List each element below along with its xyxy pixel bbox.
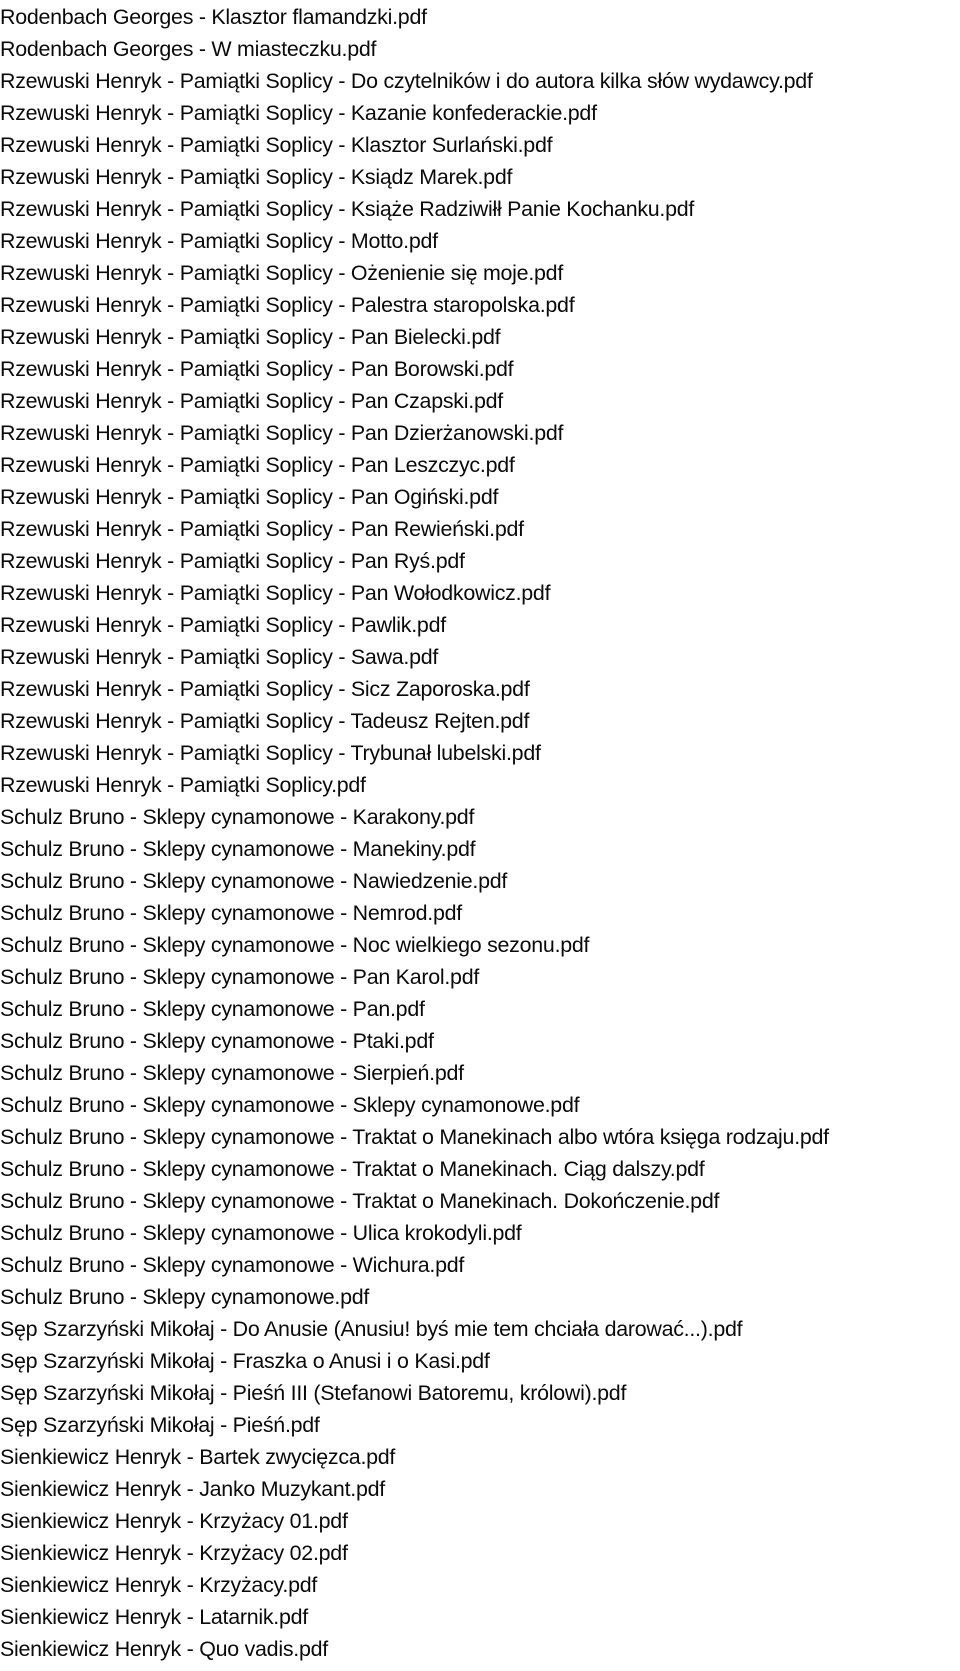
file-list-item[interactable]: Rzewuski Henryk - Pamiątki Soplicy - Tadeusz Rejten.pdf xyxy=(0,709,530,733)
file-list-item[interactable]: Rzewuski Henryk - Pamiątki Soplicy - Pan Czapski.pdf xyxy=(0,389,503,413)
file-list-item[interactable]: Rzewuski Henryk - Pamiątki Soplicy - Pan Borowski.pdf xyxy=(0,357,514,381)
file-list-item[interactable]: Rodenbach Georges - W miasteczku.pdf xyxy=(0,37,377,61)
file-list-item[interactable]: Rzewuski Henryk - Pamiątki Soplicy - Sicz Zaporoska.pdf xyxy=(0,677,530,701)
file-list-item[interactable]: Rzewuski Henryk - Pamiątki Soplicy - Pan Bielecki.pdf xyxy=(0,325,501,349)
file-list-item[interactable]: Rzewuski Henryk - Pamiątki Soplicy - Pan Dzierżanowski.pdf xyxy=(0,421,564,445)
file-list-item[interactable]: Sienkiewicz Henryk - Quo vadis.pdf xyxy=(0,1637,328,1661)
file-list-item[interactable]: Schulz Bruno - Sklepy cynamonowe - Nawiedzenie.pdf xyxy=(0,869,508,893)
file-list-item[interactable]: Sęp Szarzyński Mikołaj - Pieśń.pdf xyxy=(0,1413,320,1437)
file-list-item[interactable]: Schulz Bruno - Sklepy cynamonowe - Ptaki.pdf xyxy=(0,1029,434,1053)
file-list-item[interactable]: Rzewuski Henryk - Pamiątki Soplicy - Do czytelników i do autora kilka słów wydawcy.pdf xyxy=(0,69,813,93)
file-list-item[interactable]: Sęp Szarzyński Mikołaj - Fraszka o Anusi i o Kasi.pdf xyxy=(0,1349,490,1373)
file-list-item[interactable]: Schulz Bruno - Sklepy cynamonowe - Noc wielkiego sezonu.pdf xyxy=(0,933,590,957)
file-list-item[interactable]: Rzewuski Henryk - Pamiątki Soplicy - Ożenienie się moje.pdf xyxy=(0,261,564,285)
file-list-item[interactable]: Schulz Bruno - Sklepy cynamonowe - Nemrod.pdf xyxy=(0,901,462,925)
file-list-item[interactable]: Schulz Bruno - Sklepy cynamonowe - Manekiny.pdf xyxy=(0,837,476,861)
file-list-item[interactable]: Schulz Bruno - Sklepy cynamonowe - Wichura.pdf xyxy=(0,1253,465,1277)
file-list-item[interactable]: Rzewuski Henryk - Pamiątki Soplicy - Pan Ogiński.pdf xyxy=(0,485,499,509)
file-list-item[interactable]: Rzewuski Henryk - Pamiątki Soplicy - Ksiądz Marek.pdf xyxy=(0,165,513,189)
file-list-item[interactable]: Rzewuski Henryk - Pamiątki Soplicy - Motto.pdf xyxy=(0,229,438,253)
file-list-item[interactable]: Schulz Bruno - Sklepy cynamonowe - Traktat o Manekinach. Ciąg dalszy.pdf xyxy=(0,1157,705,1181)
file-list-item[interactable]: Schulz Bruno - Sklepy cynamonowe - Karakony.pdf xyxy=(0,805,475,829)
file-list-item[interactable]: Rzewuski Henryk - Pamiątki Soplicy - Kazanie konfederackie.pdf xyxy=(0,101,597,125)
file-list xyxy=(0,1,960,1665)
file-list-item[interactable]: Rodenbach Georges - Klasztor flamandzki.pdf xyxy=(0,5,427,29)
file-list-item[interactable]: Sęp Szarzyński Mikołaj - Pieśń III (Stefanowi Batoremu, królowi).pdf xyxy=(0,1381,627,1405)
file-list-item[interactable]: Rzewuski Henryk - Pamiątki Soplicy - Pawlik.pdf xyxy=(0,613,446,637)
file-list-item[interactable]: Sienkiewicz Henryk - Krzyżacy 02.pdf xyxy=(0,1541,348,1565)
file-list-item[interactable]: Schulz Bruno - Sklepy cynamonowe - Sierpień.pdf xyxy=(0,1061,464,1085)
file-list-item[interactable]: Schulz Bruno - Sklepy cynamonowe - Traktat o Manekinach albo wtóra księga rodzaju.pdf xyxy=(0,1125,829,1149)
file-list-item[interactable]: Sienkiewicz Henryk - Krzyżacy 01.pdf xyxy=(0,1509,348,1533)
file-list-item[interactable]: Rzewuski Henryk - Pamiątki Soplicy - Pan Wołodkowicz.pdf xyxy=(0,581,551,605)
file-list-item[interactable]: Sienkiewicz Henryk - Bartek zwycięzca.pdf xyxy=(0,1445,396,1469)
file-list-item[interactable]: Rzewuski Henryk - Pamiątki Soplicy - Pan Rewieński.pdf xyxy=(0,517,524,541)
file-list-item[interactable]: Schulz Bruno - Sklepy cynamonowe - Ulica krokodyli.pdf xyxy=(0,1221,522,1245)
file-list-item[interactable]: Rzewuski Henryk - Pamiątki Soplicy - Trybunał lubelski.pdf xyxy=(0,741,541,765)
file-list-item[interactable]: Schulz Bruno - Sklepy cynamonowe - Traktat o Manekinach. Dokończenie.pdf xyxy=(0,1189,720,1213)
file-list-item[interactable]: Sęp Szarzyński Mikołaj - Do Anusie (Anusiu! byś mie tem chciała darować...).pdf xyxy=(0,1317,743,1341)
file-list-item[interactable]: Rzewuski Henryk - Pamiątki Soplicy - Pan Ryś.pdf xyxy=(0,549,465,573)
file-list-item[interactable]: Sienkiewicz Henryk - Janko Muzykant.pdf xyxy=(0,1477,385,1501)
file-list-item[interactable]: Sienkiewicz Henryk - Krzyżacy.pdf xyxy=(0,1573,318,1597)
file-list-item[interactable]: Rzewuski Henryk - Pamiątki Soplicy - Książe Radziwiłł Panie Kochanku.pdf xyxy=(0,197,695,221)
file-list-item[interactable]: Rzewuski Henryk - Pamiątki Soplicy - Sawa.pdf xyxy=(0,645,439,669)
file-list-item[interactable]: Rzewuski Henryk - Pamiątki Soplicy - Palestra staropolska.pdf xyxy=(0,293,575,317)
file-list-item[interactable]: Rzewuski Henryk - Pamiątki Soplicy - Pan Leszczyc.pdf xyxy=(0,453,515,477)
file-list-item[interactable]: Schulz Bruno - Sklepy cynamonowe - Pan Karol.pdf xyxy=(0,965,480,989)
file-list-item[interactable]: Sienkiewicz Henryk - Latarnik.pdf xyxy=(0,1605,308,1629)
file-list-item[interactable]: Schulz Bruno - Sklepy cynamonowe.pdf xyxy=(0,1285,370,1309)
file-list-item[interactable]: Schulz Bruno - Sklepy cynamonowe - Pan.pdf xyxy=(0,997,425,1021)
file-list-item[interactable]: Rzewuski Henryk - Pamiątki Soplicy.pdf xyxy=(0,773,366,797)
file-list-item[interactable]: Rzewuski Henryk - Pamiątki Soplicy - Klasztor Surlański.pdf xyxy=(0,133,553,157)
file-list-item[interactable]: Schulz Bruno - Sklepy cynamonowe - Sklepy cynamonowe.pdf xyxy=(0,1093,580,1117)
